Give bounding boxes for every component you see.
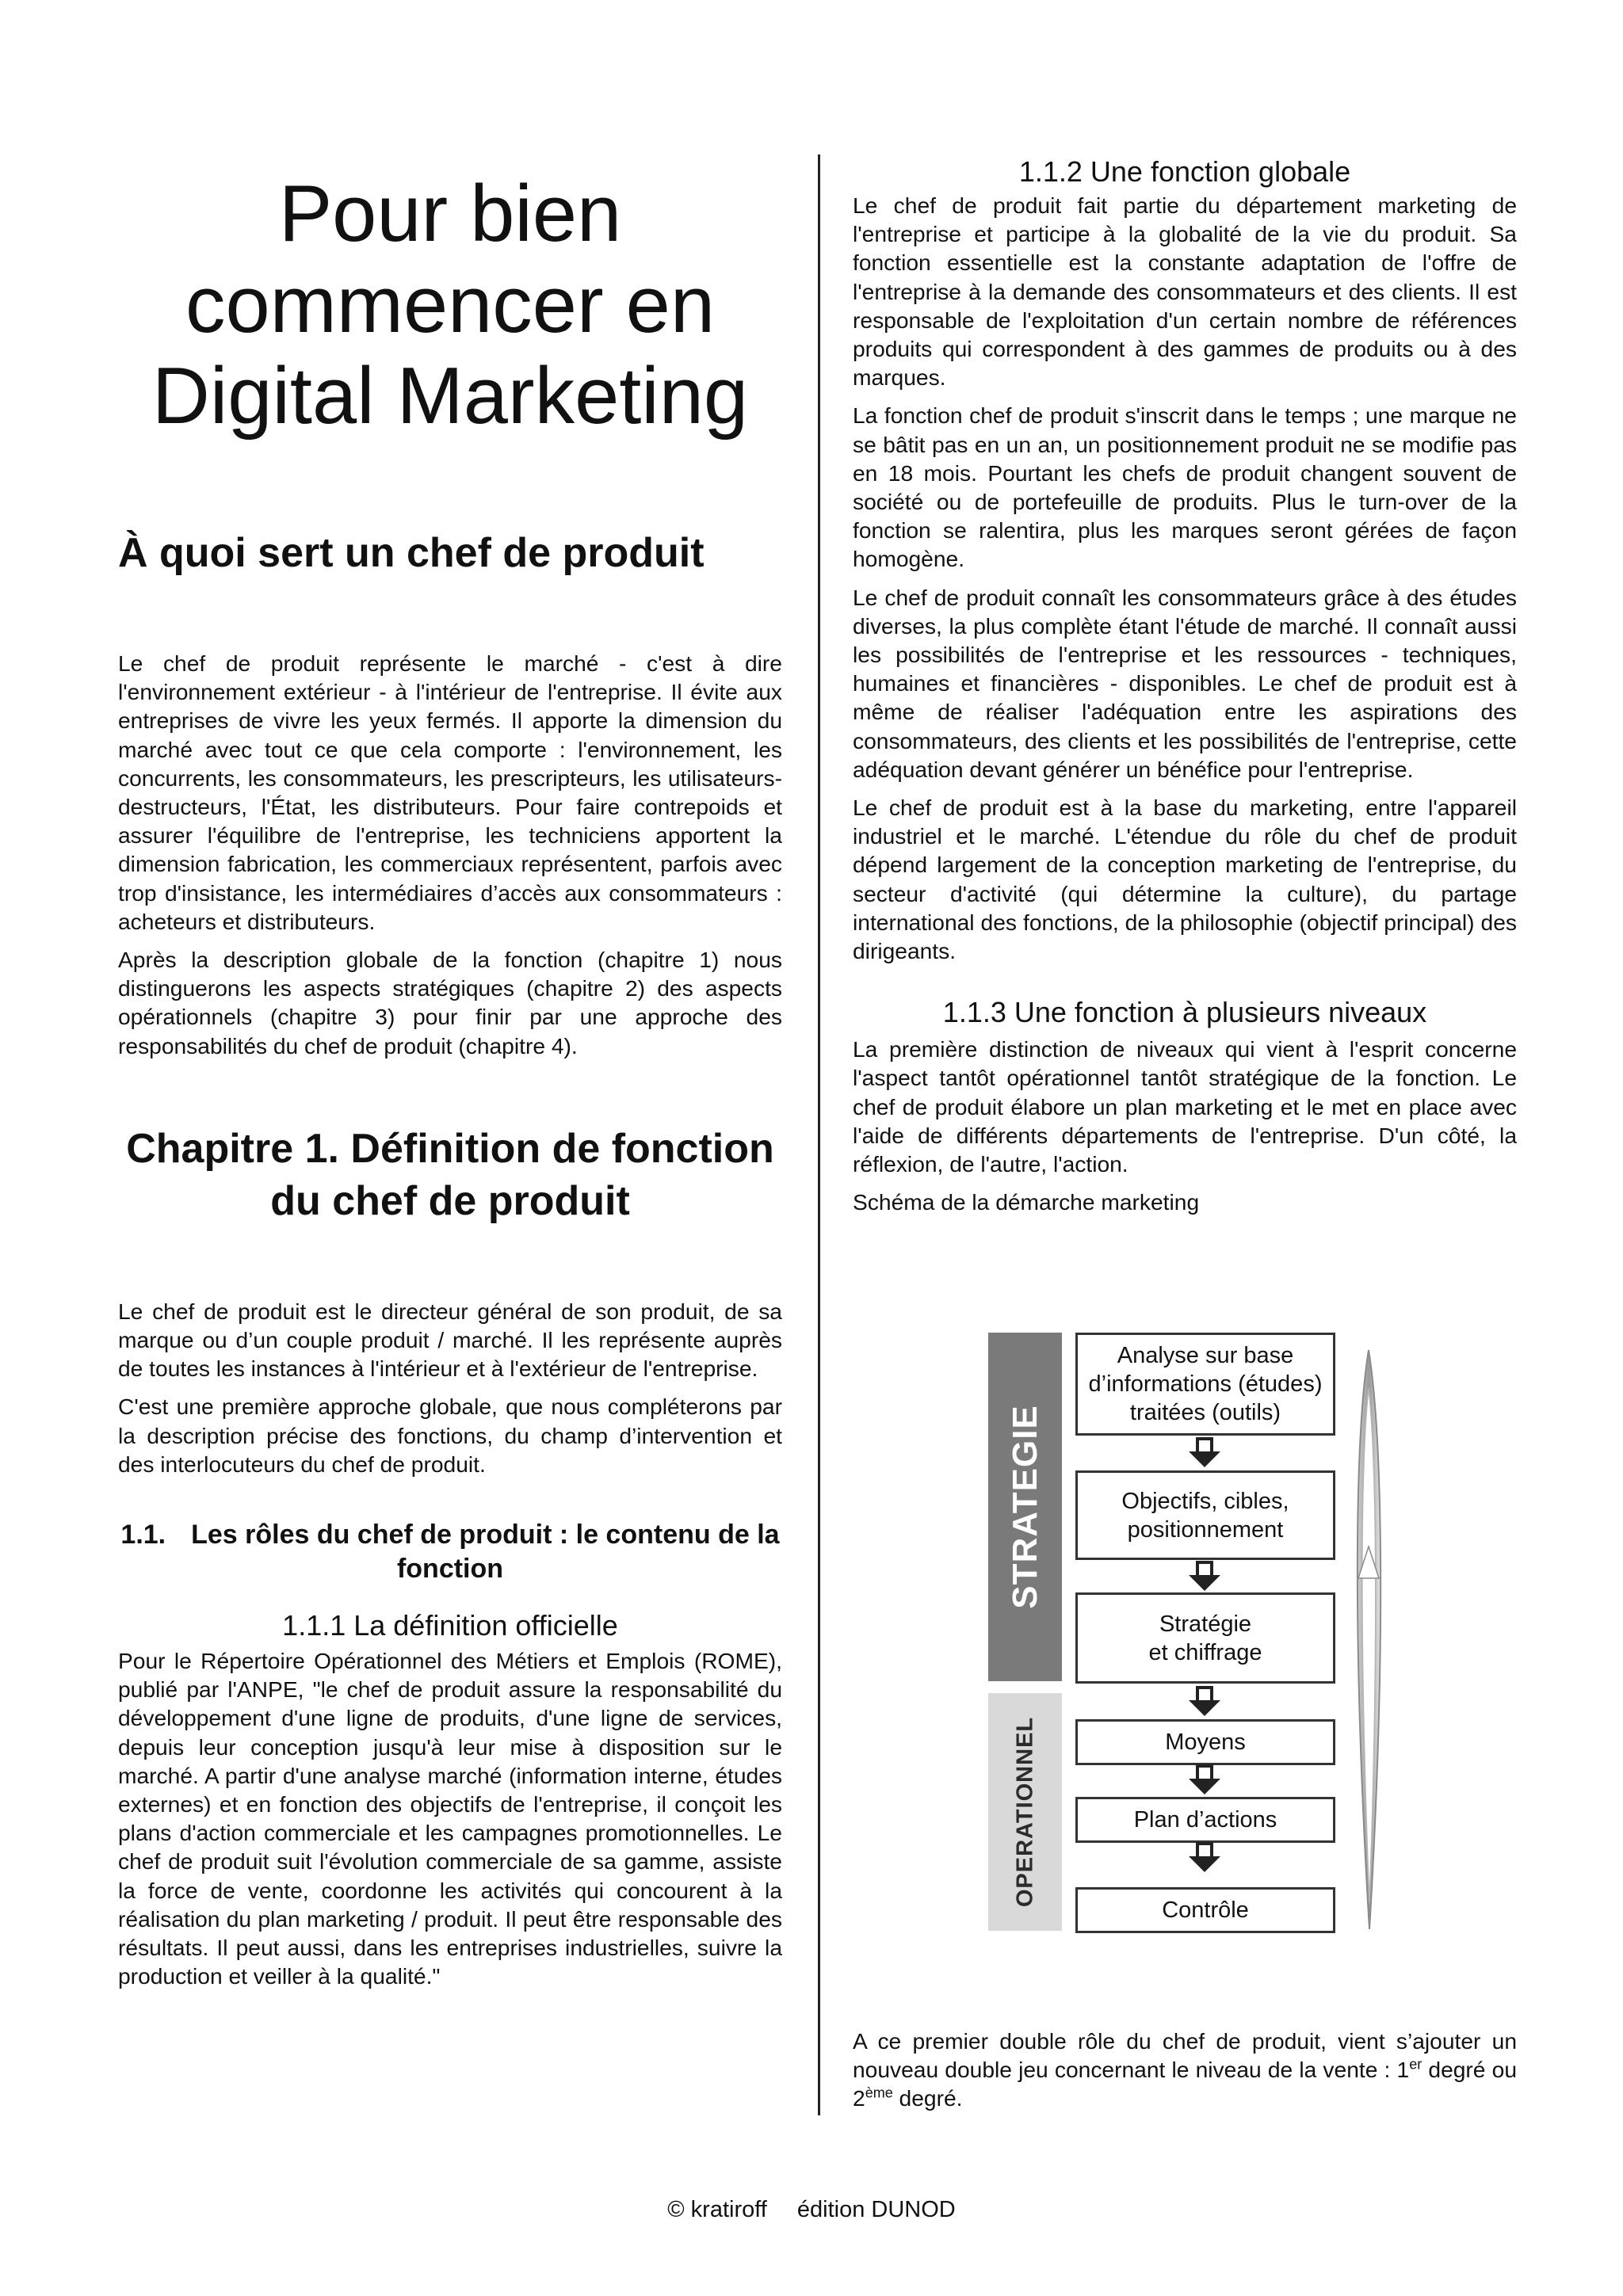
- section-1-1-1-title: 1.1.1 La définition officielle: [282, 1609, 618, 1642]
- operational-label: OPERATIONNEL: [1012, 1716, 1037, 1908]
- chapter-paragraph-1: Le chef de produit est le directeur général de son produit, de sa marque ou d’un couple produit / marché. Il les représente auprès de toutes les instances à l'intérieur et à l'extérieur de l'entreprise.: [118, 1298, 782, 1382]
- diagram-caption: Schéma de la démarche marketing: [853, 1189, 1200, 1215]
- intro-paragraph-1: Le chef de produit représente le marché - c'est à dire l'environnement extérieur - à l'intérieur de l'entreprise. Il évite aux entreprises de vivre les yeux fermés. Il apporte la dimension du marché avec tout ce que cela comporte : l'environnement, les concurrents, les consommateurs, les prescripteurs, les utilisateurs-destructeurs, l'État, les distributeurs. Pour faire contrepoids et assurer l'équilibre de l'entreprise, les techniciens apportent la dimension fabrication, les commerciaux représentent, parfois avec trop d'insistance, les intermédiaires d’accès aux consommateurs : acheteurs et distributeurs.: [118, 650, 782, 934]
- column-divider: [818, 154, 820, 2115]
- step-action-plan-box: Plan d’actions: [1075, 1797, 1335, 1843]
- section-1-1-2-paragraph-1: Le chef de produit fait partie du département marketing de l'entreprise et participe à la globalité de la vie du produit. Sa fonction essentielle est la constante adaptation de l'offre de l'entreprise à la demande des consommateurs et des clients. Il est responsable de l'exploitation d'un certain nombre de références produits qui correspondent à des gammes de produits ou à des marques.: [853, 193, 1517, 391]
- section-1-1-2-title: 1.1.2 Une fonction globale: [1018, 155, 1351, 188]
- document-title: Pour bien commencer en Digital Marketing: [151, 170, 749, 441]
- down-arrow-icon: [1186, 1842, 1223, 1874]
- closing-text-3: degré.: [892, 2085, 963, 2111]
- closing-text-2: degré ou 2: [853, 2057, 1517, 2111]
- chapter-title: Chapitre 1. Définition de fonction du chef de produit: [126, 1125, 774, 1224]
- down-arrow-icon: [1186, 1561, 1223, 1592]
- copyright-text: © kratiroff: [667, 2197, 767, 2222]
- step-analysis-box: Analyse sur base d’informations (études) traitées (outils): [1075, 1333, 1335, 1436]
- section-1-1-3-paragraph: La première distinction de niveaux qui vient à l'esprit concerne l'aspect tantôt opérationnel tantôt stratégique de la fonction. Le chef de produit élabore un plan marketing et le met en place avec l'aide de différents départements de l'entreprise. D'un côté, la réflexion, de l'autre, l'action.: [853, 1036, 1517, 1177]
- closing-superscript-1: er: [1409, 2056, 1423, 2073]
- step-control-box: Contrôle: [1075, 1887, 1335, 1933]
- section-1-1-2-paragraph-2: La fonction chef de produit s'inscrit dans le temps ; une marque ne se bâtit pas en un an, un positionnement produit ne se modifie pas en 18 mois. Pourtant les chefs de produit changent souvent de société ou de portefeuille de produits. Plus le turn-over de la fonction se ralentira, plus les marques seront gérées de façon homogène.: [853, 402, 1517, 572]
- section-1-1-2-paragraph-3: Le chef de produit connaît les consommateurs grâce à des études diverses, la plus complète étant l'étude de marché. Il connaît aussi les possibilités de l'entreprise et les ressources - techniques, humaines et financières - disponibles. Le chef de produit est à même de réaliser l'adéquation entre les aspirations des consommateurs, des clients et les possibilités de l'entreprise, cette adéquation devant générer un bénéfice pour l'entreprise.: [853, 584, 1517, 782]
- down-arrow-icon: [1186, 1437, 1223, 1469]
- operational-band: [988, 1693, 1062, 1931]
- down-arrow-icon: [1186, 1764, 1223, 1796]
- section-1-1-heading: [118, 1518, 782, 1586]
- section-1-1-1-paragraph: Pour le Répertoire Opérationnel des Métiers et Emplois (ROME), publié par l'ANPE, "le chef de produit assure la responsabilité du développement d'une ligne de produits, d'une ligne de services, depuis leur conception jusqu'à leur mise à disposition sur le marché. A partir d'une analyse marché (information interne, études externes) et en fonction des objectifs de l'entreprise, il conçoit les plans d'action commerciale et les campagnes promotionnelles. Le chef de produit suit l'évolution commerciale de sa gamme, assiste la force de vente, coordonne les activités qui concourent à la réalisation du plan marketing / produit. Il peut être responsable des résultats. Il peut aussi, dans les entreprises industrielles, suivre la production et veiller à la qualité.": [118, 1648, 782, 1989]
- closing-superscript-2: ème: [865, 2085, 893, 2102]
- closing-paragraph: [853, 2027, 1517, 2113]
- down-arrow-icon: [1186, 1686, 1223, 1718]
- edition-text: édition DUNOD: [796, 2197, 956, 2222]
- chapter-paragraph-2: C'est une première approche globale, que nous compléterons par la description précise des fonctions, du champ d’intervention et des interlocuteurs du chef de produit.: [118, 1394, 782, 1477]
- right-column: [853, 154, 1517, 1216]
- page-footer: [0, 2197, 1623, 2223]
- marketing-process-diagram: [988, 1333, 1400, 1951]
- step-strategy-box: Stratégie et chiffrage: [1075, 1592, 1335, 1684]
- section-title: À quoi sert un chef de produit: [118, 530, 705, 576]
- section-1-1-number: 1.1.: [120, 1520, 166, 1550]
- intro-paragraph-2: Après la description globale de la fonction (chapitre 1) nous distinguerons les aspects stratégiques (chapitre 2) des aspects opérationnels (chapitre 3) pour finir par une approche des responsabilités du chef de produit (chapitre 4).: [118, 947, 782, 1058]
- left-column: [118, 154, 782, 1991]
- strategy-label: STRATEGIE: [1005, 1405, 1044, 1609]
- closing-text-1: A ce premier double rôle du chef de produit, vient s’ajouter un nouveau double jeu concernant le niveau de la vente : 1: [853, 2028, 1517, 2083]
- section-1-1-title: Les rôles du chef de produit : le contenu de la fonction: [191, 1520, 780, 1585]
- strategy-band: [988, 1333, 1062, 1681]
- section-1-1-3-title: 1.1.3 Une fonction à plusieurs niveaux: [942, 996, 1427, 1029]
- section-1-1-2-paragraph-4: Le chef de produit est à la base du marketing, entre l'appareil industriel et le marché. L'étendue du rôle du chef de produit dépend largement de la conception marketing de l'entreprise, du secteur d'activité (qui détermine la culture), du partage international des fonctions, de la philosophie (objectif principal) des dirigeants.: [853, 795, 1517, 964]
- step-objectives-box: Objectifs, cibles, positionnement: [1075, 1470, 1335, 1560]
- feedback-up-arrow-icon: [1349, 1348, 1388, 1931]
- step-means-box: Moyens: [1075, 1719, 1335, 1765]
